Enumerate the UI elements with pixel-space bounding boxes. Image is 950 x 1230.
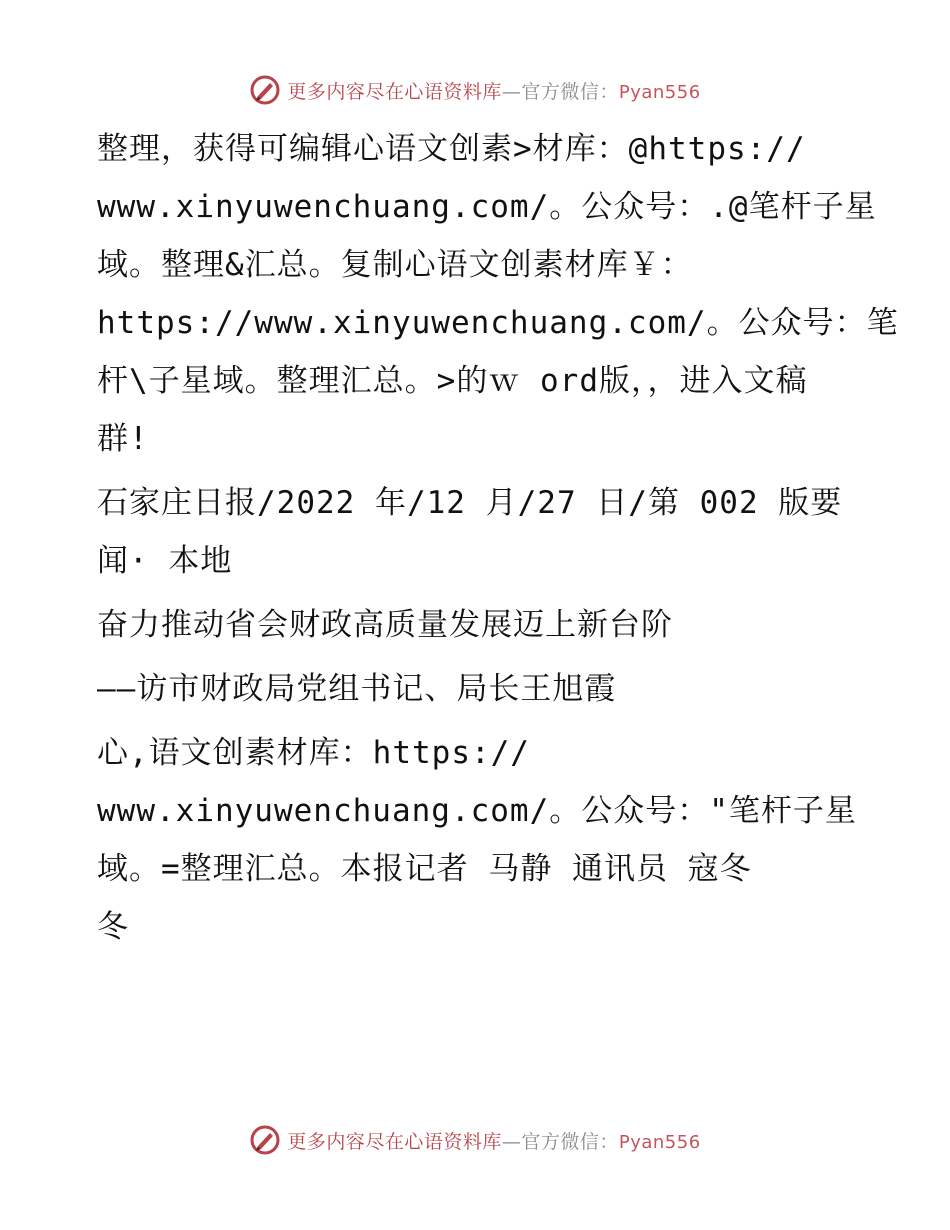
text-line: 闻· 本地 [97, 543, 233, 579]
text-line: 整理，获得可编辑心语文创素>材库：@https:// [97, 131, 806, 167]
text-line: 域。整理&汇总。复制心语文创素材库￥： [97, 247, 693, 283]
text-line: www.xinyuwenchuang.com/。公众号："笔杆子星 [97, 793, 857, 829]
text-line: 群! [97, 421, 149, 457]
text-line: 心,语文创素材库：https:// [97, 735, 530, 771]
text-line: 奋力推动省会财政高质量发展迈上新台阶 [97, 607, 673, 643]
banner-text: 更多内容尽在心语资料库—官方微信：Pyan556 [287, 1130, 701, 1153]
text-line: www.xinyuwenchuang.com/。公众号：.@笔杆子星 [97, 189, 877, 225]
pen-logo-icon [249, 74, 281, 106]
article-title [97, 596, 857, 654]
text-line: 石家庄日报/2022 年/12 月/27 日/第 002 版要 [97, 485, 843, 521]
text-line: ——访市财政局党组书记、局长王旭霞 [97, 671, 617, 707]
pen-logo-icon [249, 1124, 281, 1156]
paragraph-source [97, 474, 857, 590]
text-line: 冬 [97, 909, 129, 945]
article-subtitle [97, 660, 857, 718]
text-line: https://www.xinyuwenchuang.com/。公众号：笔 [97, 305, 899, 341]
paragraph-intro [97, 120, 899, 468]
document-body [97, 120, 899, 962]
footer-banner [0, 1120, 950, 1160]
paragraph-byline [97, 724, 857, 956]
text-line: 杆\子星域。整理汇总。>的ｗ ord版，，进入文稿 [97, 363, 808, 399]
banner-text: 更多内容尽在心语资料库—官方微信：Pyan556 [287, 80, 701, 103]
header-banner [0, 70, 950, 110]
text-line: 域。=整理汇总。本报记者 马静 通讯员 寇冬 [97, 851, 752, 887]
